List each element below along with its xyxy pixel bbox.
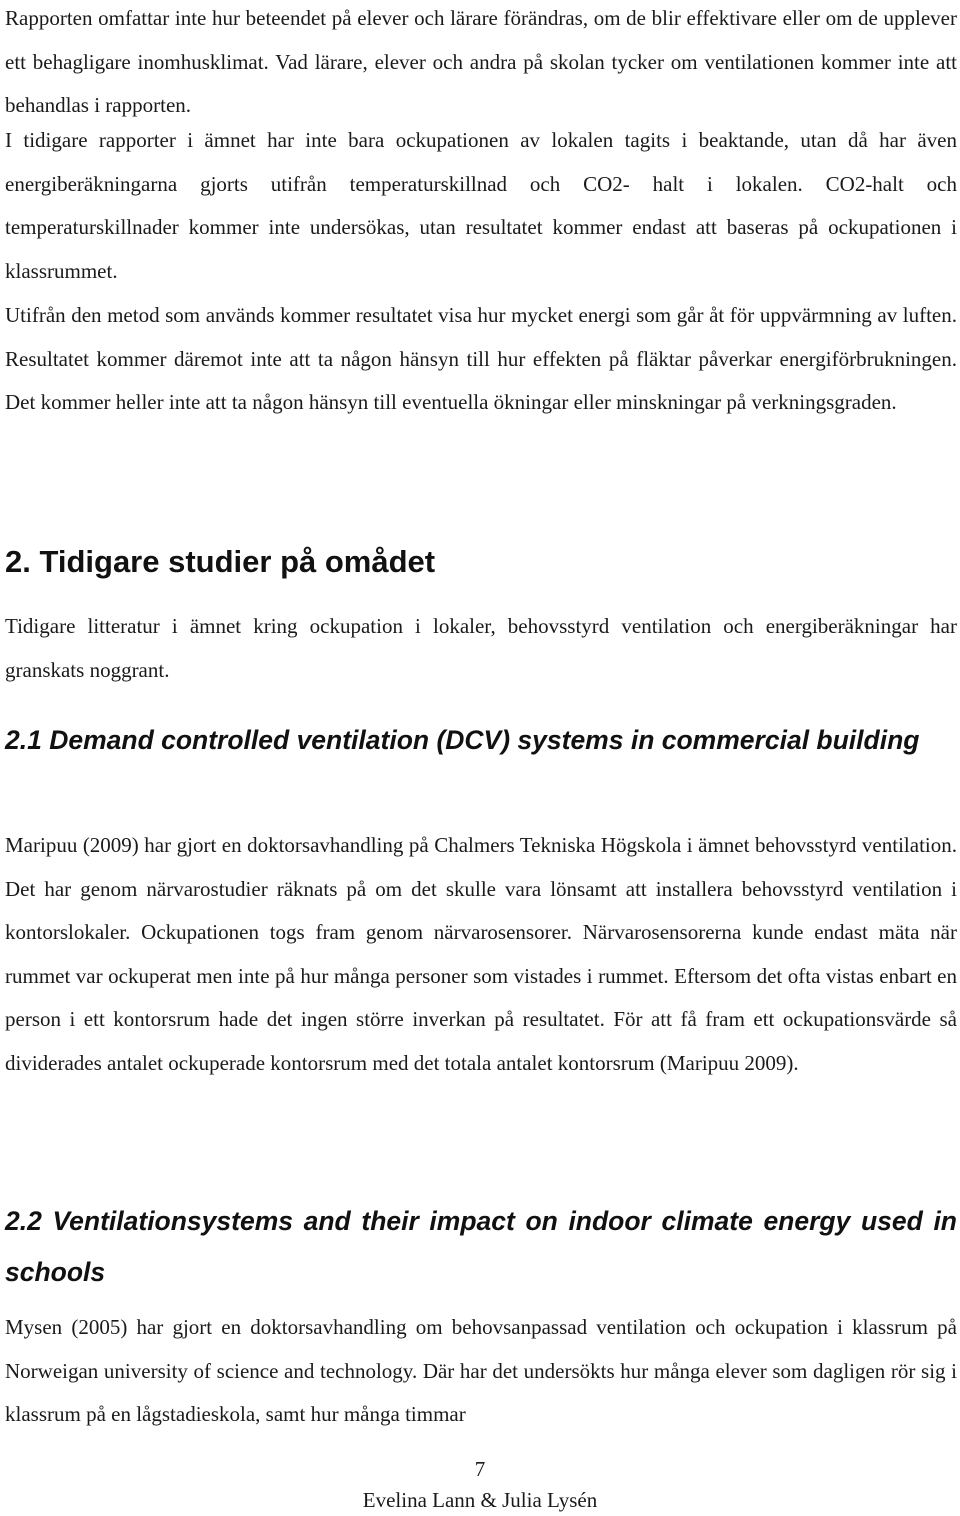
section-2-2-block [5, 1196, 957, 1297]
page-number: 7 [474, 1457, 486, 1481]
section-2-2-heading: 2.2 Ventilationsystems and their impact on indoor climate energy used in schools [5, 1206, 957, 1287]
section-2-paragraph: Tidigare litteratur i ämnet kring ockupation i lokaler, behovsstyrd ventilation och energiberäkningar har granskats noggrant. [5, 614, 957, 682]
footer-authors: Evelina Lann & Julia Lysén [362, 1488, 598, 1512]
intro-paragraph-scope: Rapporten omfattar inte hur beteendet på elever och lärare förändras, om de blir effektivare eller om de upplever ett behagligare inomhusklimat. Vad lärare, elever och andra på skolan tycker om ventilationen kommer inte att behandlas i rapporten. [5, 6, 957, 118]
section-2-body-block [5, 605, 957, 692]
section-2-1-block [5, 715, 957, 766]
section-2-2-body-block [5, 1306, 957, 1437]
section-2-heading: 2. Tidigare studier på omådet [5, 544, 436, 579]
section-2-1-body-block [5, 824, 957, 1086]
section-2-1-paragraph: Maripuu (2009) har gjort en doktorsavhandling på Chalmers Tekniska Högskola i ämnet behovsstyrd ventilation. Det har genom närvarostudier räknats på om det skulle vara lönsamt att installera behovsstyrd ventilation i kontorslokaler. Ockupationen togs fram genom närvarosensorer. Närvarosensorerna kunde endast mäta när rummet var ockuperat men inte på hur många personer som vistades i rummet. Eftersom det ofta vistas enbart en person i ett kontorsrum hade det ingen större inverkan på resultatet. För att få fram ett ockupationsvärde så dividerades antalet ockuperade kontorsrum med det totala antalet kontorsrum (Maripuu 2009). [5, 833, 957, 1075]
intro-paragraph-method: Utifrån den metod som används kommer resultatet visa hur mycket energi som går åt för uppvärmning av luften. Resultatet kommer däremot inte att ta någon hänsyn till hur effekten på fläktar påverkar energiförbrukningen. Det kommer heller inte att ta någon hänsyn till eventuella ökningar eller minskningar på verkningsgraden. [5, 303, 957, 415]
intro-paragraph-previous-reports: I tidigare rapporter i ämnet har inte bara ockupationen av lokalen tagits i beaktande, utan då har även energiberäkningarna gjorts utifrån temperaturskillnad och CO2- halt i lokalen. CO2-halt och temperaturskillnader kommer inte undersökas, utan resultatet kommer endast att baseras på ockupationen i klassrummet. [5, 128, 957, 283]
section-2-1-heading: 2.1 Demand controlled ventilation (DCV) systems in commercial building [5, 725, 920, 755]
section-2-2-paragraph: Mysen (2005) har gjort en doktorsavhandling om behovsanpassad ventilation och ockupation i klassrum på Norweigan university of science and technology. Där har det undersökts hur många elever som dagligen rör sig i klassrum på en lågstadieskola, samt hur många timmar [5, 1315, 957, 1427]
